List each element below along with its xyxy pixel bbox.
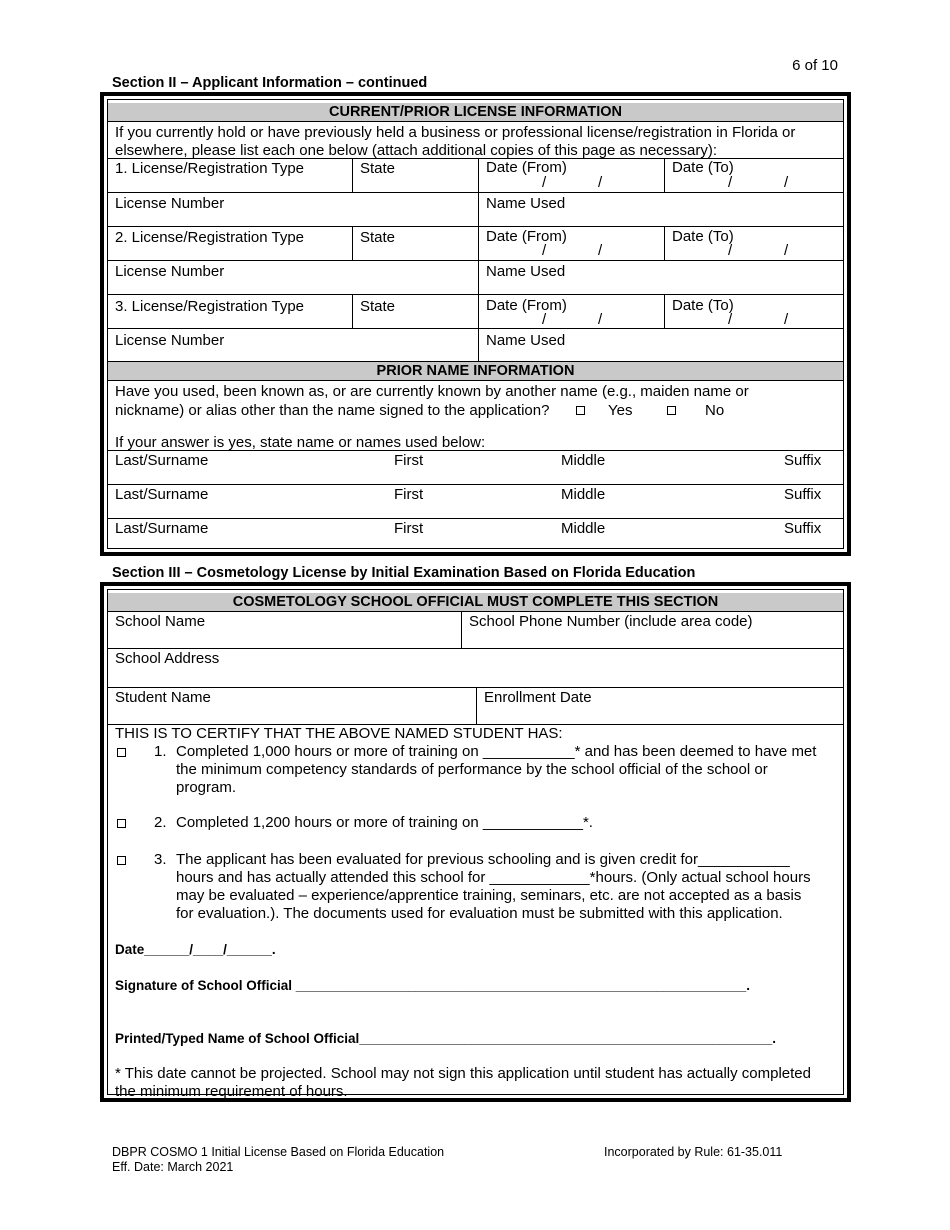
date-to-2-field[interactable]: Date (To)	[672, 228, 734, 245]
middle-name-1-field[interactable]: Middle	[561, 452, 606, 469]
last-name-2-field[interactable]: Last/Surname	[115, 486, 209, 503]
name-used-3-field[interactable]: Name Used	[486, 332, 566, 349]
student-name-field[interactable]: Student Name	[115, 689, 211, 706]
item-3-line-3: may be evaluated – experience/apprentice training, seminars, etc. are not accepted as a basis	[176, 887, 802, 904]
item-3-checkbox[interactable]	[117, 856, 126, 865]
license-info-box	[100, 92, 851, 556]
date-separator: /	[728, 174, 733, 191]
date-separator: /	[598, 311, 603, 328]
license-number-1-field[interactable]: License Number	[115, 195, 225, 212]
date-separator: /	[542, 242, 547, 259]
license-intro-line-2: elsewhere, please list each one below (attach additional copies of this page as necessary):	[115, 142, 718, 159]
date-separator: /	[728, 311, 733, 328]
item-1-line-2: the minimum competency standards of performance by the school official of the school or	[176, 761, 768, 778]
section-3-heading: Section III – Cosmetology License by Initial Examination Based on Florida Education	[112, 565, 696, 581]
rule-reference: Incorporated by Rule: 61-35.011	[604, 1145, 783, 1159]
suffix-1-field[interactable]: Suffix	[784, 452, 822, 469]
effective-date: Eff. Date: March 2021	[112, 1160, 234, 1174]
yes-checkbox[interactable]	[576, 406, 585, 415]
state-2-field[interactable]: State	[360, 229, 396, 246]
item-3-number: 3.	[154, 851, 167, 868]
item-1-line-3: program.	[176, 779, 237, 796]
license-type-3-field[interactable]: 3. License/Registration Type	[115, 298, 305, 315]
date-separator: /	[728, 242, 733, 259]
item-3-line-4: for evaluation.). The documents used for evaluation must be submitted with this application.	[176, 905, 783, 922]
enrollment-date-field[interactable]: Enrollment Date	[484, 689, 592, 706]
item-1-number: 1.	[154, 743, 167, 760]
item-2-checkbox[interactable]	[117, 819, 126, 828]
item-3-line-2: hours and has actually attended this school for ____________*hours. (Only actual school hours	[176, 869, 811, 886]
date-to-3-field[interactable]: Date (To)	[672, 297, 734, 314]
license-type-2-field[interactable]: 2. License/Registration Type	[115, 229, 305, 246]
footnote-line-1: * This date cannot be projected. School may not sign this application until student has actually completed	[115, 1065, 811, 1082]
middle-name-2-field[interactable]: Middle	[561, 486, 606, 503]
date-separator: /	[542, 311, 547, 328]
license-info-bar: CURRENT/PRIOR LICENSE INFORMATION	[108, 103, 843, 122]
prior-name-bar: PRIOR NAME INFORMATION	[108, 361, 843, 381]
date-separator: /	[784, 174, 789, 191]
page-number: 6 of 10	[792, 57, 838, 74]
prior-name-question-line-1: Have you used, been known as, or are currently known by another name (e.g., maiden name or	[115, 383, 749, 400]
license-type-1-field[interactable]: 1. License/Registration Type	[115, 160, 305, 177]
item-3-line-1: The applicant has been evaluated for previous schooling and is given credit for___________	[176, 851, 790, 868]
certify-statement: THIS IS TO CERTIFY THAT THE ABOVE NAMED STUDENT HAS:	[115, 725, 563, 742]
item-2-line-1: Completed 1,200 hours or more of training on ____________*.	[176, 814, 593, 831]
date-to-1-field[interactable]: Date (To)	[672, 159, 734, 176]
license-intro-line-1: If you currently hold or have previously held a business or professional license/registration in Florida or	[115, 124, 796, 141]
date-from-3-field[interactable]: Date (From)	[486, 297, 567, 314]
name-used-2-field[interactable]: Name Used	[486, 263, 566, 280]
first-name-1-field[interactable]: First	[394, 452, 424, 469]
date-line[interactable]: Date______/____/______.	[115, 942, 276, 957]
suffix-3-field[interactable]: Suffix	[784, 520, 822, 537]
date-separator: /	[542, 174, 547, 191]
school-official-bar: COSMETOLOGY SCHOOL OFFICIAL MUST COMPLETE THIS SECTION	[108, 593, 843, 612]
item-2-number: 2.	[154, 814, 167, 831]
school-name-field[interactable]: School Name	[115, 613, 206, 630]
first-name-3-field[interactable]: First	[394, 520, 424, 537]
date-separator: /	[784, 242, 789, 259]
school-address-field[interactable]: School Address	[115, 650, 220, 667]
middle-name-3-field[interactable]: Middle	[561, 520, 606, 537]
yes-label: Yes	[608, 402, 633, 419]
license-number-3-field[interactable]: License Number	[115, 332, 225, 349]
footnote-line-2: the minimum requirement of hours.	[115, 1083, 348, 1100]
date-separator: /	[598, 174, 603, 191]
no-checkbox[interactable]	[667, 406, 676, 415]
signature-line[interactable]: Signature of School Official ____________________________________________________________.	[115, 978, 751, 993]
date-separator: /	[598, 242, 603, 259]
printed-name-line[interactable]: Printed/Typed Name of School Official_______________________________________________________.	[115, 1031, 776, 1046]
suffix-2-field[interactable]: Suffix	[784, 486, 822, 503]
last-name-3-field[interactable]: Last/Surname	[115, 520, 209, 537]
cosmetology-school-box	[100, 582, 851, 1102]
item-1-checkbox[interactable]	[117, 748, 126, 757]
state-3-field[interactable]: State	[360, 298, 396, 315]
section-2-heading: Section II – Applicant Information – continued	[112, 75, 428, 91]
first-name-2-field[interactable]: First	[394, 486, 424, 503]
last-name-1-field[interactable]: Last/Surname	[115, 452, 209, 469]
prior-name-instruction: If your answer is yes, state name or names used below:	[115, 434, 486, 451]
item-1-line-1: Completed 1,000 hours or more of training on ___________* and has been deemed to have met	[176, 743, 817, 760]
date-from-1-field[interactable]: Date (From)	[486, 159, 567, 176]
date-separator: /	[784, 311, 789, 328]
school-phone-field[interactable]: School Phone Number (include area code)	[469, 613, 753, 630]
no-label: No	[705, 402, 725, 419]
name-used-1-field[interactable]: Name Used	[486, 195, 566, 212]
prior-name-question-line-2: nickname) or alias other than the name signed to the application?	[115, 402, 550, 419]
form-name: DBPR COSMO 1 Initial License Based on Florida Education	[112, 1145, 445, 1159]
state-1-field[interactable]: State	[360, 160, 396, 177]
license-number-2-field[interactable]: License Number	[115, 263, 225, 280]
date-from-2-field[interactable]: Date (From)	[486, 228, 567, 245]
